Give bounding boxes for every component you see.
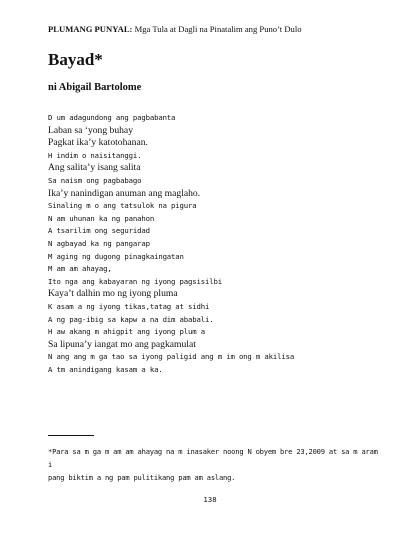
poem-line: D um adagundong ang pagbabanta — [48, 113, 176, 122]
poem-line: Ang salita’y isang salita — [48, 162, 141, 174]
poem-line: H aw akang m ahigpit ang iyong plum a — [48, 327, 205, 337]
poem-line: N am uhunan ka ng panahon — [48, 213, 155, 223]
poem-line: Ito nga ang kabayaran ng iyong pagsisilbi — [48, 276, 222, 286]
poem-line: H indim o naisitanggi. — [48, 150, 142, 160]
page-number: 138 — [203, 495, 217, 504]
poem-title: Bayad* — [48, 50, 103, 69]
poem-line: Sinaling m o ang tatsulok na pigura — [48, 201, 197, 211]
poem-line: N ang ang m ga tao sa iyong paligid ang m im ong m akilisa — [48, 352, 295, 362]
poem-line: A tsarilim ong seguridad — [48, 226, 150, 236]
footnote-line: pang biktim a ng pam pulitikang pam am aslang. — [48, 473, 236, 482]
poem-author: ni Abigail Bartolome — [48, 82, 142, 93]
footnote-divider — [48, 435, 94, 436]
poem-body — [48, 112, 388, 376]
poem-line: M am am ahayag, — [48, 264, 112, 274]
poem-line: M aging ng dugong pinagkaingatan — [48, 251, 184, 261]
poem-line: Pagkat ika’y katotohanan. — [48, 137, 148, 149]
header-subtitle: Mga Tula at Dagli na Pinatalim ang Puno’t Dulo — [132, 24, 302, 34]
poem-line: K asam a ng iyong tikas,tatag at sidhi — [48, 301, 210, 311]
footnote-line: *Para sa m ga m am am ahayag na m inasaker noong N obyem bre 23,2009 at sa m aram i — [48, 447, 378, 469]
poem-line: Kaya’t dalhin mo ng iyong pluma — [48, 288, 178, 300]
header-book-title: PLUMANG PUNYAL: — [48, 24, 133, 34]
poem-line: A ng pag-ibig sa kapw a na dim ababali. — [48, 314, 214, 324]
poem-line: Laban sa ‘yong buhay — [48, 124, 133, 136]
poem-line: Sa lipuna’y iangat mo ang pagkamulat — [48, 338, 196, 350]
footnote — [48, 445, 378, 484]
poem-line: N agbayad ka ng pangarap — [48, 238, 150, 248]
poem-line: Ika’y nanindigan anuman ang maglaho. — [48, 187, 201, 199]
poem-line: A tm anindigang kasam a ka. — [48, 364, 163, 374]
running-header — [48, 24, 302, 34]
poem-line: Sa naism ong pagbabago — [48, 175, 142, 185]
